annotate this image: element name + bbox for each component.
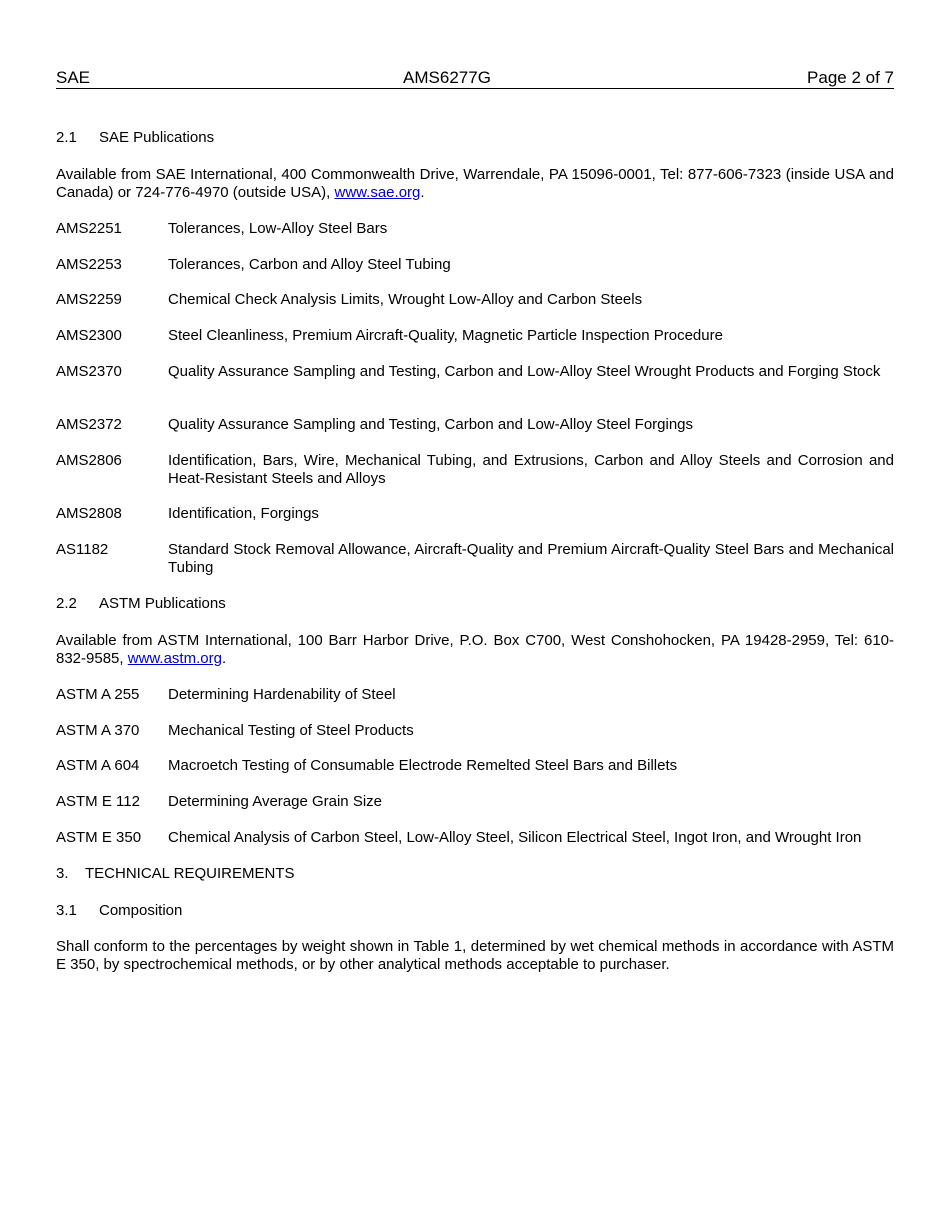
reference-title: Macroetch Testing of Consumable Electrode Remelted Steel Bars and Billets xyxy=(168,757,678,774)
reference-title: Determining Average Grain Size xyxy=(168,793,382,810)
reference-title: Steel Cleanliness, Premium Aircraft-Quality, Magnetic Particle Inspection Procedure xyxy=(168,327,723,344)
section-number: 2.1 xyxy=(56,129,77,146)
reference-code: ASTM E 350 xyxy=(56,829,142,846)
paragraph-text: Available from SAE International, 400 Commonwealth Drive, Warrendale, PA 15096-0001, Tel: 877-606-7323 (inside USA and Canada) or 724-776-4970 (outside USA), xyxy=(56,166,894,201)
astm-availability-paragraph xyxy=(56,632,894,668)
reference-code: ASTM A 255 xyxy=(56,686,140,703)
reference-title: Standard Stock Removal Allowance, Aircraft-Quality and Premium Aircraft-Quality Steel Bars and Mechanical Tubing xyxy=(168,541,894,576)
reference-code: AMS2300 xyxy=(56,327,122,344)
section-heading-3 xyxy=(56,865,294,883)
section-title: Composition xyxy=(99,902,183,919)
reference-astm-a604 xyxy=(56,757,894,775)
reference-as1182 xyxy=(56,541,894,577)
header-org: SAE xyxy=(56,68,91,87)
reference-code: ASTM E 112 xyxy=(56,793,140,810)
page-header xyxy=(56,68,894,89)
header-doc-number: AMS6277G xyxy=(403,68,491,87)
reference-astm-a370 xyxy=(56,722,894,740)
reference-ams2806 xyxy=(56,452,894,488)
reference-title: Chemical Check Analysis Limits, Wrought Low-Alloy and Carbon Steels xyxy=(168,291,643,308)
reference-title: Determining Hardenability of Steel xyxy=(168,686,396,703)
sae-availability-paragraph xyxy=(56,166,894,202)
reference-astm-a255 xyxy=(56,686,894,704)
reference-code: AMS2253 xyxy=(56,256,122,273)
reference-title: Identification, Bars, Wire, Mechanical Tubing, and Extrusions, Carbon and Alloy Steels and Corrosion and Heat-Resistant Steels and Alloys xyxy=(168,452,894,487)
section-title: SAE Publications xyxy=(99,129,215,146)
reference-astm-e350 xyxy=(56,829,894,847)
reference-title: Tolerances, Low-Alloy Steel Bars xyxy=(168,220,388,237)
reference-ams2253 xyxy=(56,256,894,274)
section-title: ASTM Publications xyxy=(99,595,226,612)
section-title: TECHNICAL REQUIREMENTS xyxy=(85,865,295,882)
reference-ams2300 xyxy=(56,327,894,345)
reference-code: AMS2806 xyxy=(56,452,122,469)
reference-code: AMS2370 xyxy=(56,363,122,380)
reference-code: AMS2808 xyxy=(56,505,122,522)
reference-astm-e112 xyxy=(56,793,894,811)
section-heading-2-2 xyxy=(56,595,226,613)
reference-code: ASTM A 370 xyxy=(56,722,140,739)
reference-ams2808 xyxy=(56,505,894,523)
reference-ams2259 xyxy=(56,291,894,309)
astm-website-link[interactable]: www.astm.org xyxy=(127,650,222,667)
sae-website-link[interactable]: www.sae.org xyxy=(334,184,421,201)
section-heading-2-1 xyxy=(56,129,214,147)
reference-ams2370 xyxy=(56,363,894,381)
reference-title: Quality Assurance Sampling and Testing, Carbon and Low-Alloy Steel Wrought Products and Forging Stock xyxy=(168,363,881,380)
section-number: 3.1 xyxy=(56,902,77,919)
reference-ams2372 xyxy=(56,416,894,434)
reference-title: Tolerances, Carbon and Alloy Steel Tubing xyxy=(168,256,451,273)
reference-code: AMS2251 xyxy=(56,220,122,237)
reference-title: Identification, Forgings xyxy=(168,505,319,522)
composition-paragraph: Shall conform to the percentages by weight shown in Table 1, determined by wet chemical methods in accordance with ASTM E 350, by spectrochemical methods, or by other analytical methods acceptable to purchaser. xyxy=(56,938,894,973)
paragraph-text-end: . xyxy=(420,184,425,201)
reference-title: Mechanical Testing of Steel Products xyxy=(168,722,414,739)
section-heading-3-1 xyxy=(56,902,182,920)
reference-title: Quality Assurance Sampling and Testing, Carbon and Low-Alloy Steel Forgings xyxy=(168,416,694,433)
reference-code: AMS2259 xyxy=(56,291,122,308)
reference-title: Chemical Analysis of Carbon Steel, Low-Alloy Steel, Silicon Electrical Steel, Ingot Iron, and Wrought Iron xyxy=(168,829,862,846)
reference-code: AMS2372 xyxy=(56,416,122,433)
paragraph-text: Available from ASTM International, 100 Barr Harbor Drive, P.O. Box C700, West Conshohocken, PA 19428-2959, Tel: 610-832-9585, xyxy=(56,632,894,667)
reference-ams2251 xyxy=(56,220,894,238)
reference-code: AS1182 xyxy=(56,541,109,558)
header-page-number: Page 2 of 7 xyxy=(807,68,894,87)
paragraph-text-end: . xyxy=(221,650,227,667)
section-number: 3. xyxy=(56,865,69,882)
section-number: 2.2 xyxy=(56,595,77,612)
reference-code: ASTM A 604 xyxy=(56,757,140,774)
